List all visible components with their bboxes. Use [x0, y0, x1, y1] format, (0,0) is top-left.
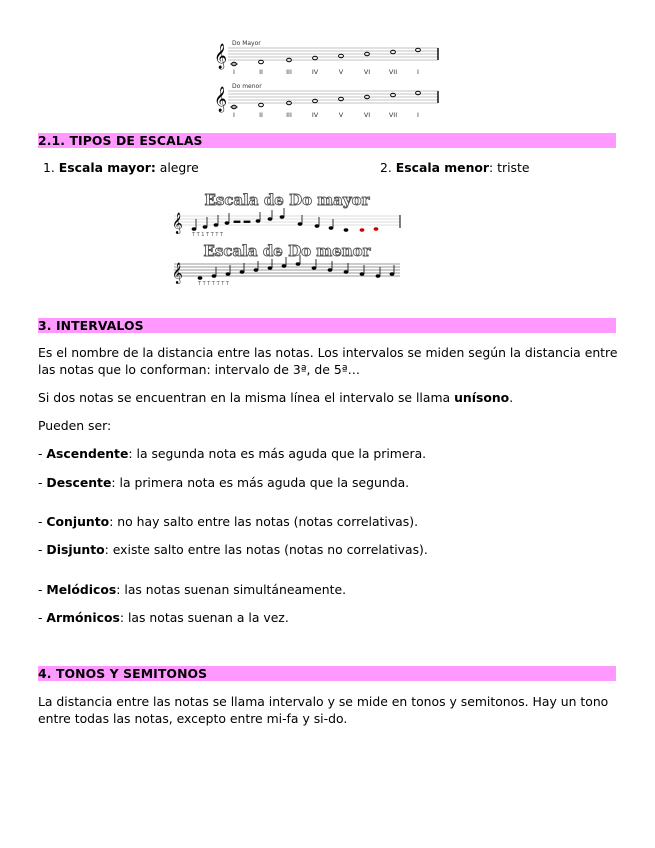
degree-label: IV [311, 111, 319, 119]
degree-label: VII [388, 68, 398, 76]
interval-term: Melódicos [46, 582, 117, 597]
svg-text:T T T T T T T: T T T T T T T [198, 281, 229, 287]
list-dash: - [38, 475, 47, 490]
degree-label: IV [311, 68, 319, 76]
major-staff-label: Do Mayor [232, 40, 261, 47]
list-dash: - [38, 446, 47, 461]
degree-label: III [286, 111, 292, 119]
tones-paragraph: La distancia entre las notas se llama intervalo y se mide en tonos y semitonos. Hay un tono entre todas las notas, excepto entre mi-fa y si-do. [38, 694, 609, 726]
interval-item-ascendente [38, 445, 618, 462]
item-number: 1. [43, 160, 55, 175]
intervals-definition: Es el nombre de la distancia entre las notas. Los intervalos se miden según la distancia entre las notas que lo conforman: intervalo de 3ª, de 5ª… [38, 345, 618, 377]
major-scale-staff [172, 208, 400, 238]
item-term: Escala mayor: [58, 160, 156, 175]
interval-item-armonicos [38, 609, 618, 626]
interval-term: Descente [46, 475, 112, 490]
degree-label: I [233, 68, 235, 76]
minor-degree-labels [233, 111, 419, 119]
item-term: Escala menor [395, 160, 490, 175]
can-be-paragraph: Pueden ser: [38, 418, 112, 433]
interval-desc: : la primera nota es más aguda que la segunda. [111, 475, 410, 490]
minor-scale-title: Escala de Do menor [203, 242, 371, 260]
section-heading-4: 4. TONOS Y SEMITONOS [38, 666, 616, 681]
treble-clef-icon: 𝄞 [214, 44, 228, 69]
unison-term: unísono [454, 390, 510, 405]
minor-staff [214, 83, 438, 119]
interval-desc: : existe salto entre las notas (notas no correlativas). [104, 542, 428, 557]
interval-desc: : las notas suenan a la vez. [119, 610, 289, 625]
degree-label: VI [363, 111, 371, 119]
interval-term: Armónicos [46, 610, 120, 625]
degree-label: I [417, 68, 419, 76]
unison-paragraph [38, 389, 618, 406]
interval-term: Conjunto [46, 514, 110, 529]
degree-label: V [338, 111, 344, 119]
minor-staff-label: Do menor [232, 83, 262, 90]
svg-text:T T 1 T T T T: T T 1 T T T T [192, 232, 224, 238]
interval-item-disjunto [38, 541, 618, 558]
interval-desc: : las notas suenan simultáneamente. [116, 582, 347, 597]
degree-label: III [286, 68, 292, 76]
degree-label: VII [388, 111, 398, 119]
minor-scale-tone-marks [197, 281, 230, 287]
major-scale-title: Escala de Do mayor [204, 191, 370, 209]
do-scales-image [170, 188, 405, 288]
major-staff [214, 40, 438, 76]
major-scale-tone-marks [191, 232, 224, 238]
scale-type-item-2 [380, 159, 529, 176]
degree-label: II [259, 68, 263, 76]
degree-label: VI [363, 68, 371, 76]
item-text: alegre [155, 160, 199, 175]
interval-term: Ascendente [46, 446, 129, 461]
treble-clef-icon: 𝄞 [214, 87, 228, 112]
item-text: : triste [489, 160, 530, 175]
interval-desc: : no hay salto entre las notas (notas correlativas). [109, 514, 419, 529]
interval-desc: : la segunda nota es más aguda que la primera. [128, 446, 427, 461]
interval-item-conjunto [38, 513, 618, 530]
item-number: 2. [380, 160, 392, 175]
list-dash: - [38, 514, 47, 529]
scale-type-item-1 [43, 159, 199, 176]
interval-term: Disjunto [46, 542, 105, 557]
treble-clef-icon: 𝄞 [172, 263, 183, 284]
interval-item-melodicos [38, 581, 618, 598]
major-degree-labels [233, 68, 419, 76]
list-dash: - [38, 542, 47, 557]
unison-end: . [509, 390, 514, 405]
degree-label: V [338, 68, 344, 76]
unison-text: Si dos notas se encuentran en la misma línea el intervalo se llama [38, 390, 455, 405]
section-heading-2-1: 2.1. TIPOS DE ESCALAS [38, 133, 616, 148]
interval-item-descente [38, 474, 618, 491]
scales-degrees-image [212, 38, 444, 122]
section-heading-3: 3. INTERVALOS [38, 318, 616, 333]
degree-label: I [417, 111, 419, 119]
list-dash: - [38, 582, 47, 597]
degree-label: I [233, 111, 235, 119]
degree-label: II [259, 111, 263, 119]
treble-clef-icon: 𝄞 [172, 213, 183, 234]
list-dash: - [38, 610, 47, 625]
